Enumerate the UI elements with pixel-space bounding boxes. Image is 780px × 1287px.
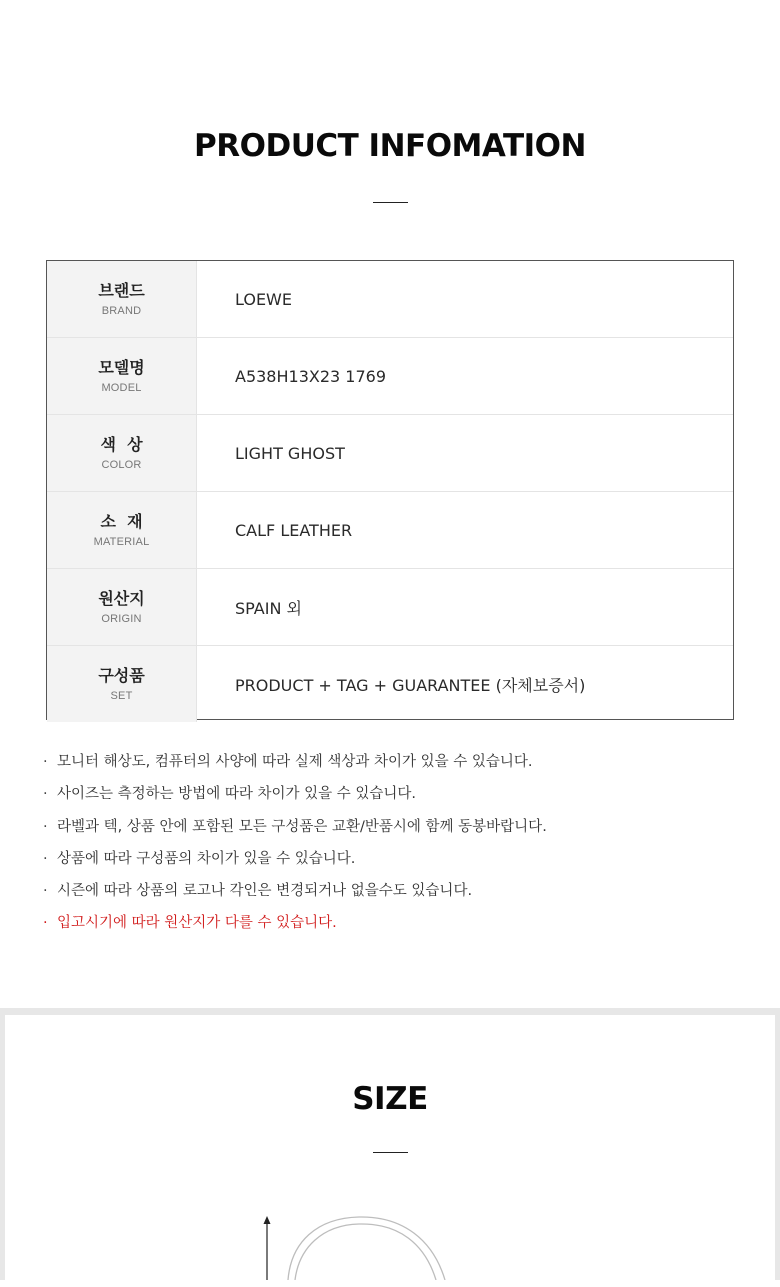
spec-header-cell [47, 261, 197, 337]
spec-value-set: PRODUCT + TAG + GUARANTEE (자체보증서) [235, 675, 586, 695]
spec-row-brand [47, 261, 733, 337]
product-info-title: PRODUCT INFOMATION [194, 128, 586, 164]
spec-label-en: MODEL [101, 382, 142, 394]
notice-text-highlight: 입고시기에 따라 원산지가 다를 수 있습니다. [57, 915, 337, 932]
spec-header-cell [47, 569, 197, 645]
bullet-icon: · [43, 850, 48, 867]
title-underline [373, 202, 408, 203]
bullet-icon: · [43, 883, 48, 900]
notice-item [40, 782, 740, 814]
spec-label-ko: 모델명 [98, 358, 145, 377]
spec-label-ko: 원산지 [98, 589, 145, 608]
height-arrow-icon [264, 1216, 271, 1280]
spec-label-en: MATERIAL [93, 536, 150, 548]
bag-size-illustration [255, 1210, 475, 1280]
spec-label-en: COLOR [101, 459, 142, 471]
spec-header-cell [47, 338, 197, 414]
spec-value-material: CALF LEATHER [235, 520, 353, 540]
notice-text: 시즌에 따라 상품의 로고나 각인은 변경되거나 없을수도 있습니다. [57, 883, 473, 900]
bullet-icon: · [43, 786, 48, 803]
spec-header-cell [47, 415, 197, 491]
notice-item [40, 847, 740, 879]
spec-label-en: ORIGIN [101, 613, 142, 625]
spec-label-en: SET [110, 690, 133, 702]
spec-label-en: BRAND [101, 305, 142, 317]
notice-list [40, 750, 740, 944]
notice-item [40, 815, 740, 847]
product-spec-table [46, 260, 734, 720]
bullet-icon: · [43, 818, 48, 835]
title-underline [373, 1152, 408, 1153]
bag-outline-icon [288, 1217, 445, 1280]
spec-label-ko: 브랜드 [98, 281, 145, 300]
spec-label-ko: 소 재 [100, 512, 143, 531]
bullet-icon: · [43, 915, 48, 932]
spec-value-model: A538H13X23 1769 [235, 366, 386, 386]
notice-text: 사이즈는 측정하는 방법에 따라 차이가 있을 수 있습니다. [57, 786, 417, 803]
notice-item [40, 750, 740, 782]
size-title: SIZE [352, 1081, 428, 1117]
notice-text: 상품에 따라 구성품의 차이가 있을 수 있습니다. [57, 850, 356, 867]
notice-text: 모니터 해상도, 컴퓨터의 사양에 따라 실제 색상과 차이가 있을 수 있습니다. [57, 754, 533, 770]
spec-row-set [47, 645, 733, 722]
bullet-icon: · [43, 754, 48, 770]
spec-header-cell [47, 492, 197, 568]
spec-value-origin: SPAIN 외 [235, 598, 302, 618]
spec-row-color [47, 414, 733, 491]
spec-header-cell [47, 646, 197, 722]
spec-row-model [47, 337, 733, 414]
notice-item-highlight [40, 911, 740, 943]
spec-row-origin [47, 568, 733, 645]
notice-item [40, 879, 740, 911]
spec-value-brand: LOEWE [235, 289, 292, 309]
spec-value-color: LIGHT GHOST [235, 443, 345, 463]
spec-row-material [47, 491, 733, 568]
notice-text: 라벨과 텍, 상품 안에 포함된 모든 구성품은 교환/반품시에 함께 동봉바랍니다. [57, 818, 547, 835]
spec-label-ko: 구성품 [98, 666, 145, 685]
spec-label-ko: 색 상 [100, 435, 143, 454]
